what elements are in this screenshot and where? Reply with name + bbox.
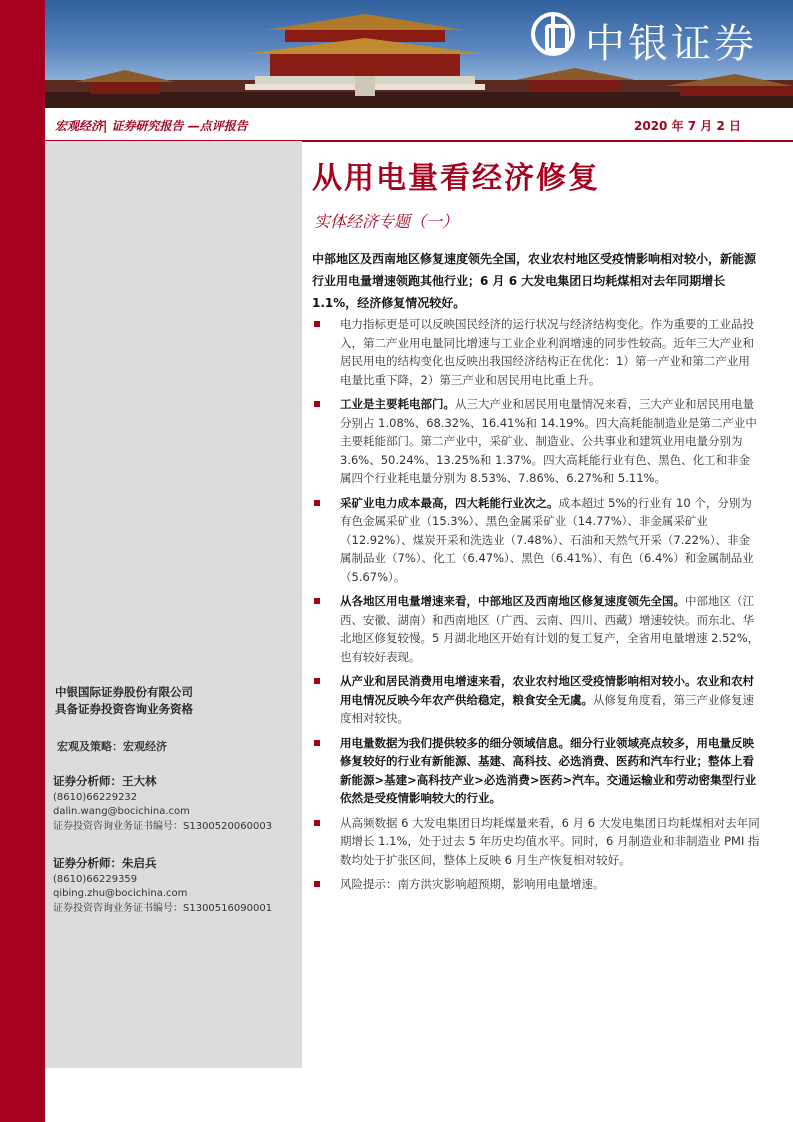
bullet-square-icon: [314, 321, 320, 327]
bullet-text: 从修复角度看，第三产业修复速度相对较快。: [340, 692, 754, 725]
bullet-text: 风险提示：南方洪灾影响超预期，影响用电量增速。: [340, 877, 605, 891]
bullet-square-icon: [314, 678, 320, 684]
list-item: [312, 315, 760, 389]
report-category: 宏观经济| 证券研究报告 —点评报告: [55, 119, 248, 133]
bullet-lead: 采矿业电力成本最高，四大耗能行业次之。: [340, 495, 559, 510]
company-logo: [523, 0, 793, 86]
firm-name: 中银国际证券股份有限公司: [55, 685, 193, 699]
analyst-phone: (8610)66229359: [53, 873, 138, 885]
report-title: 从用电量看经济修复: [312, 161, 600, 196]
list-item: [312, 494, 760, 587]
analyst-email[interactable]: dalin.wang@bocichina.com: [53, 806, 190, 817]
bullet-lead: 从产业和居民消费用电增速来看，农业农村地区受疫情影响相对较小。农业和农村用电情况反映今年农产供给稳定，粮食安全无虞。: [340, 674, 754, 707]
sidebar: [45, 141, 302, 1068]
list-item: [312, 672, 760, 728]
bullet-lead: 用电量数据为我们提供较多的细分领域信息。细分行业领域亮点较多，用电量反映修复较好的行业有新能源、基建、高科技、必选消费、医药和汽车行业；整体上看新能源>基建>高科技产业>必选消费>医药>汽车。交通运输业和劳动密集型行业依然是受疫情影响较大的行业。: [340, 735, 757, 805]
analyst-block: [53, 856, 272, 916]
report-date: 2020 年 7 月 2 日: [634, 119, 741, 133]
list-item: [312, 814, 760, 870]
strategy-label: 宏观及策略：宏观经济: [57, 740, 167, 753]
logo-text: 中银证券: [585, 21, 757, 67]
report-subtitle: 实体经济专题（一）: [314, 212, 459, 231]
bullet-text: 从高频数据 6 大发电集团日均耗煤量来看，6 月 6 大发电集团日均耗煤相对去年同期增长 1.1%，处于过去 5 年历史均值水平。同时，6 月制造业和非制造业 PMI 指数均处于扩张区间，整体上反映 6 月生产恢复相对较好。: [340, 815, 760, 867]
analyst-cert: 证券投资咨询业务证书编号：S1300520060003: [53, 820, 273, 832]
bullet-square-icon: [314, 740, 320, 746]
header-banner-image: [45, 0, 793, 108]
analyst-block: [53, 774, 272, 834]
analyst-name: 证券分析师：王大林: [53, 774, 157, 788]
analyst-cert: 证券投资咨询业务证书编号：S1300516090001: [53, 902, 273, 914]
list-item: [312, 734, 760, 808]
report-header-line: [45, 110, 793, 142]
bullet-text: 中部地区（江西、安徽、湖南）和西南地区（广西、云南、四川、西藏）增速较快。而东北、华北地区修复较慢。5 月湖北地区开始有计划的复工复产，全省用电量增速 2.52%，也有较好表现。: [340, 594, 760, 664]
bank-logo-icon: [531, 12, 575, 56]
bullet-lead: 工业是主要耗电部门。: [340, 397, 455, 411]
bullet-text: 从三大产业和居民用电量情况来看，三大产业和居民用电量分别占 1.08%、68.32%、16.41%和 14.19%。四大高耗能制造业是第二产业中主要耗能部门。第二产业中，采矿业、制造业、公共事业和建筑业用电量分别为 3.6%、50.24%、13.25%和 1.37%。四大高耗能行业有色、黑色、化工和非金属四个行业耗电量分别为 8.53%、7.86%、6.27%和 5.11%。: [340, 397, 757, 485]
left-accent-bar: [0, 0, 45, 1122]
bullet-text: 成本超过 5%的行业有 10 个，分别为有色金属采矿业（15.3%）、黑色金属采矿业（14.77%）、非金属采矿业（12.92%）、煤炭开采和洗选业（7.48%）、石油和天然气开采（7.22%）、非金属制品业（7%）、化工（6.47%）、黑色（6.41%）、有色（6.4%）和金属制品业（5.67%）。: [340, 495, 754, 584]
bullet-square-icon: [314, 500, 320, 506]
bullet-square-icon: [314, 820, 320, 826]
bullet-lead: 从各地区用电量增速来看，中部地区及西南地区修复速度领先全国。: [340, 594, 685, 608]
analyst-email[interactable]: qibing.zhu@bocichina.com: [53, 888, 188, 899]
list-item: [312, 395, 760, 488]
key-points-list: [312, 315, 760, 900]
bullet-square-icon: [314, 881, 320, 887]
analyst-name: 证券分析师：朱启兵: [53, 856, 157, 870]
bullet-square-icon: [314, 598, 320, 604]
analyst-phone: (8610)66229232: [53, 791, 138, 803]
bullet-square-icon: [314, 401, 320, 407]
report-summary: 中部地区及西南地区修复速度领先全国，农业农村地区受疫情影响相对较小，新能源行业用电量增速领跑其他行业；6 月 6 大发电集团日均耗煤相对去年同期增长 1.1%，经济修复情况较好。: [312, 252, 757, 310]
list-item: [312, 875, 760, 894]
bullet-text: 电力指标更是可以反映国民经济的运行状况与经济结构变化。作为重要的工业品投入，第二产业用电量同比增速与工业企业利润增速的同步性较高。近年三大产业和居民用电的结构变化也反映出我国经济结构正在优化：1）第一产业和第二产业用电量比重下降，2）第三产业和居民用电比重上升。: [340, 317, 754, 387]
list-item: [312, 592, 760, 666]
firm-qualification: 具备证券投资咨询业务资格: [55, 702, 193, 716]
